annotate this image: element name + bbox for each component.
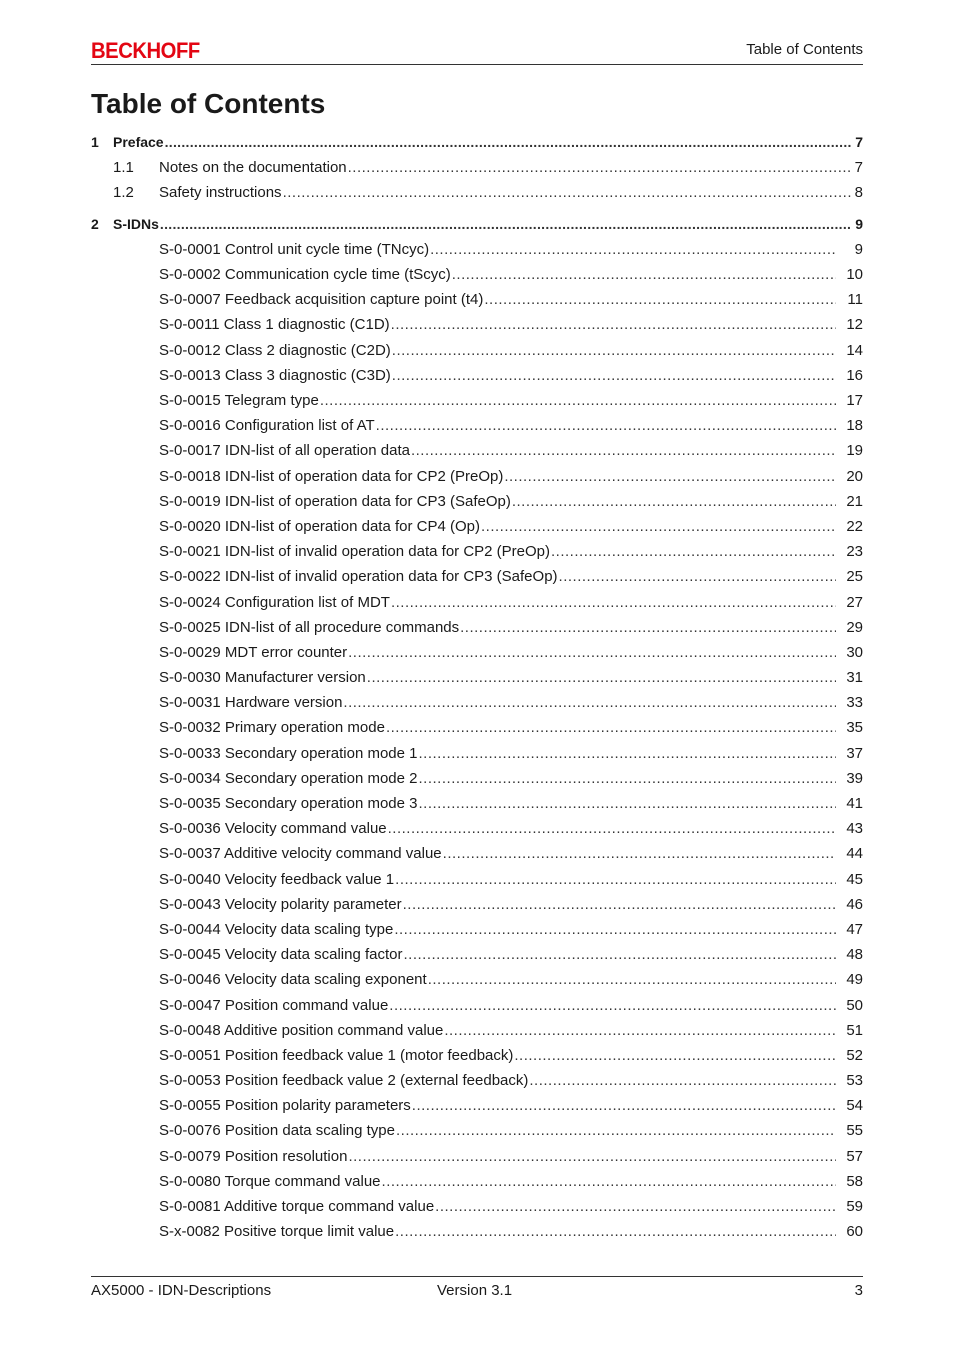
toc-label: S-0-0011 Class 1 diagnostic (C1D) (159, 316, 390, 334)
toc-label: S-0-0007 Feedback acquisition capture point (t4) (159, 291, 484, 309)
dot-leader (514, 1047, 836, 1064)
toc-entry[interactable] (91, 997, 863, 1022)
toc-page-number: 60 (846, 1223, 863, 1241)
toc-label: S-0-0045 Velocity data scaling factor (159, 946, 403, 964)
toc-number: 1 (91, 134, 99, 150)
toc-entry[interactable] (91, 342, 863, 367)
dot-leader (283, 184, 852, 201)
dot-leader (382, 1173, 836, 1190)
toc-label: S-0-0029 MDT error counter (159, 643, 348, 661)
dot-leader (389, 997, 836, 1014)
toc-page-number: 53 (846, 1072, 863, 1090)
toc-label: S-x-0082 Positive torque limit value (159, 1223, 395, 1241)
toc-section[interactable] (91, 159, 863, 184)
dot-leader (343, 694, 836, 711)
toc-page-number: 46 (846, 895, 863, 913)
toc-label: S-0-0030 Manufacturer version (159, 669, 366, 687)
toc-label: S-0-0048 Additive position command value (159, 1021, 444, 1039)
toc-page-number: 55 (846, 1122, 863, 1140)
toc-entry[interactable] (91, 417, 863, 442)
dot-leader (367, 669, 836, 686)
page-title: Table of Contents (91, 88, 326, 119)
dot-leader (419, 770, 836, 787)
toc-page-number: 12 (846, 316, 863, 334)
toc-label: S-0-0025 IDN-list of all procedure commands (159, 618, 460, 636)
dot-leader (403, 896, 836, 913)
toc-label: S-0-0044 Velocity data scaling type (159, 920, 394, 938)
toc-label: S-0-0019 IDN-list of operation data for CP3 (SafeOp) (159, 492, 511, 510)
toc-entry[interactable] (91, 795, 863, 820)
toc-entry[interactable] (91, 266, 863, 291)
toc-entry[interactable] (91, 392, 863, 417)
dot-leader (443, 845, 836, 862)
toc-number: 2 (91, 215, 99, 232)
toc-page-number: 7 (854, 159, 863, 176)
toc-page-number: 17 (846, 392, 863, 409)
toc-page-number: 41 (846, 795, 863, 812)
toc-page-number: 51 (846, 1021, 863, 1039)
toc-page-number: 52 (846, 1046, 863, 1064)
dot-leader (376, 417, 836, 434)
toc-entry[interactable] (91, 1198, 863, 1223)
dot-leader (395, 871, 836, 888)
toc-page-number: 48 (846, 946, 863, 964)
toc-page-number: 57 (846, 1147, 863, 1165)
toc-label: S-0-0034 Secondary operation mode 2 (159, 769, 418, 787)
toc-entry[interactable] (91, 1022, 863, 1047)
dot-leader (460, 619, 836, 636)
toc-page-number: 25 (846, 568, 863, 586)
toc-label: S-0-0051 Position feedback value 1 (motor feedback) (159, 1046, 514, 1064)
toc-label: S-0-0047 Position command value (159, 996, 389, 1014)
toc-label: S-0-0035 Secondary operation mode 3 (159, 795, 418, 812)
dot-leader (403, 946, 836, 963)
dot-leader (391, 316, 836, 333)
toc-page-number: 14 (846, 341, 863, 359)
dot-leader (551, 543, 836, 560)
dot-leader (394, 921, 836, 938)
table-of-contents (91, 134, 863, 1248)
toc-page-number: 50 (846, 996, 863, 1014)
toc-chapter[interactable] (91, 134, 863, 159)
toc-label: S-0-0036 Velocity command value (159, 820, 387, 838)
toc-entry[interactable] (91, 971, 863, 996)
toc-entry[interactable] (91, 1148, 863, 1173)
dot-leader (419, 795, 836, 812)
toc-label: S-IDNs (113, 215, 159, 232)
toc-page-number: 35 (846, 719, 863, 737)
toc-section[interactable] (91, 184, 863, 209)
toc-page-number: 59 (846, 1198, 863, 1215)
dot-leader (348, 1148, 836, 1165)
toc-page-number: 9 (855, 215, 863, 232)
toc-page-number: 23 (846, 543, 863, 561)
toc-page-number: 18 (846, 417, 863, 435)
toc-label: S-0-0055 Position polarity parameters (159, 1097, 411, 1115)
toc-label: S-0-0076 Position data scaling type (159, 1122, 395, 1140)
toc-entry[interactable] (91, 694, 863, 719)
toc-page-number: 39 (846, 769, 863, 787)
toc-label: S-0-0018 IDN-list of operation data for CP2 (PreOp) (159, 467, 504, 485)
toc-label: S-0-0015 Telegram type (159, 392, 319, 409)
toc-label: S-0-0043 Velocity polarity parameter (159, 895, 402, 913)
toc-page-number: 21 (846, 492, 863, 510)
toc-label: Safety instructions (159, 184, 282, 202)
page-header (91, 36, 863, 65)
toc-entry[interactable] (91, 921, 863, 946)
toc-entry[interactable] (91, 770, 863, 795)
toc-entry[interactable] (91, 1097, 863, 1122)
dot-leader (419, 745, 836, 762)
toc-entry[interactable] (91, 543, 863, 568)
toc-label: S-0-0080 Torque command value (159, 1172, 381, 1190)
toc-page-number: 45 (846, 870, 863, 888)
dot-leader (512, 493, 836, 510)
toc-entry[interactable] (91, 719, 863, 744)
toc-entry[interactable] (91, 568, 863, 593)
dot-leader (412, 1097, 836, 1114)
footer-document-name: AX5000 - IDN-Descriptions (91, 1282, 272, 1299)
dot-leader (481, 518, 836, 535)
toc-page-number: 49 (846, 971, 863, 989)
dot-leader (428, 971, 836, 988)
toc-page-number: 58 (846, 1172, 863, 1190)
toc-number: 1.1 (113, 159, 134, 176)
toc-entry[interactable] (91, 669, 863, 694)
toc-label: S-0-0079 Position resolution (159, 1147, 348, 1165)
toc-page-number: 29 (846, 618, 863, 636)
toc-entry[interactable] (91, 1173, 863, 1198)
dot-leader (386, 719, 836, 736)
dot-leader (411, 442, 836, 459)
toc-page-number: 30 (846, 643, 863, 661)
toc-page-number: 9 (854, 240, 863, 258)
dot-leader (160, 216, 852, 232)
toc-entry[interactable] (91, 896, 863, 921)
dot-leader (348, 159, 852, 176)
dot-leader (504, 468, 836, 485)
dot-leader (529, 1072, 836, 1089)
toc-label: S-0-0021 IDN-list of invalid operation data for CP2 (PreOp) (159, 543, 551, 561)
beckhoff-logo: BECKHOFF (91, 38, 200, 63)
toc-entry[interactable] (91, 946, 863, 971)
toc-label: S-0-0037 Additive velocity command value (159, 845, 442, 863)
toc-number: 1.2 (113, 184, 134, 202)
toc-label: S-0-0001 Control unit cycle time (TNcyc) (159, 240, 430, 258)
dot-leader (388, 820, 836, 837)
toc-entry[interactable] (91, 1072, 863, 1097)
toc-page-number: 7 (855, 134, 863, 150)
dot-leader (392, 342, 836, 359)
toc-page-number: 10 (846, 266, 863, 284)
toc-entry[interactable] (91, 644, 863, 669)
toc-label: S-0-0012 Class 2 diagnostic (C2D) (159, 341, 391, 359)
toc-label: S-0-0017 IDN-list of all operation data (159, 442, 410, 460)
toc-entry[interactable] (91, 518, 863, 543)
toc-entry[interactable] (91, 1047, 863, 1072)
toc-entry[interactable] (91, 291, 863, 316)
dot-leader (348, 644, 836, 661)
toc-page-number: 37 (846, 744, 863, 762)
toc-page-number: 16 (846, 366, 863, 384)
toc-page-number: 44 (846, 845, 863, 863)
header-title: Table of Contents (746, 41, 863, 58)
toc-entry[interactable] (91, 316, 863, 341)
toc-entry[interactable] (91, 594, 863, 619)
toc-label: S-0-0046 Velocity data scaling exponent (159, 971, 427, 989)
footer-version: Version 3.1 (437, 1282, 513, 1299)
dot-leader (165, 134, 853, 150)
toc-page-number: 19 (846, 442, 863, 460)
toc-entry[interactable] (91, 367, 863, 392)
dot-leader (395, 1223, 836, 1240)
toc-page-number: 22 (846, 517, 863, 535)
dot-leader (435, 1198, 836, 1215)
toc-label: S-0-0032 Primary operation mode (159, 719, 385, 737)
toc-page-number: 54 (846, 1097, 863, 1115)
toc-label: S-0-0081 Additive torque command value (159, 1198, 435, 1215)
toc-entry[interactable] (91, 442, 863, 467)
toc-label: S-0-0031 Hardware version (159, 694, 343, 712)
dot-leader (444, 1022, 836, 1039)
toc-label: S-0-0053 Position feedback value 2 (external feedback) (159, 1072, 529, 1090)
toc-entry[interactable] (91, 241, 863, 266)
toc-label: Notes on the documentation (159, 159, 347, 176)
page-footer (91, 1276, 863, 1303)
toc-label: S-0-0033 Secondary operation mode 1 (159, 744, 418, 762)
toc-page-number: 27 (846, 593, 863, 611)
dot-leader (559, 568, 836, 585)
toc-entry[interactable] (91, 745, 863, 770)
toc-label: S-0-0022 IDN-list of invalid operation data for CP3 (SafeOp) (159, 568, 558, 586)
toc-page-number: 8 (854, 184, 863, 202)
toc-label: Preface (113, 134, 164, 150)
dot-leader (430, 241, 836, 258)
dot-leader (452, 266, 836, 283)
toc-entry[interactable] (91, 468, 863, 493)
toc-page-number: 43 (846, 820, 863, 838)
toc-entry[interactable] (91, 820, 863, 845)
toc-chapter[interactable] (91, 216, 863, 241)
toc-entry[interactable] (91, 1122, 863, 1147)
toc-page-number: 47 (846, 920, 863, 938)
toc-entry[interactable] (91, 845, 863, 870)
dot-leader (320, 392, 836, 409)
toc-label: S-0-0024 Configuration list of MDT (159, 593, 390, 611)
toc-entry[interactable] (91, 493, 863, 518)
dot-leader (392, 367, 836, 384)
toc-entry[interactable] (91, 619, 863, 644)
toc-label: S-0-0016 Configuration list of AT (159, 417, 375, 435)
dot-leader (484, 291, 836, 308)
toc-label: S-0-0020 IDN-list of operation data for CP4 (Op) (159, 517, 480, 535)
dot-leader (396, 1122, 836, 1139)
dot-leader (391, 594, 836, 611)
footer-page-number: 3 (854, 1282, 863, 1299)
toc-label: S-0-0002 Communication cycle time (tScyc) (159, 266, 451, 284)
toc-label: S-0-0013 Class 3 diagnostic (C3D) (159, 366, 391, 384)
toc-page-number: 20 (846, 467, 863, 485)
toc-entry[interactable] (91, 871, 863, 896)
toc-page-number: 11 (847, 291, 863, 309)
toc-entry[interactable] (91, 1223, 863, 1248)
toc-label: S-0-0040 Velocity feedback value 1 (159, 870, 395, 888)
toc-page-number: 31 (846, 669, 863, 687)
toc-page-number: 33 (846, 694, 863, 712)
